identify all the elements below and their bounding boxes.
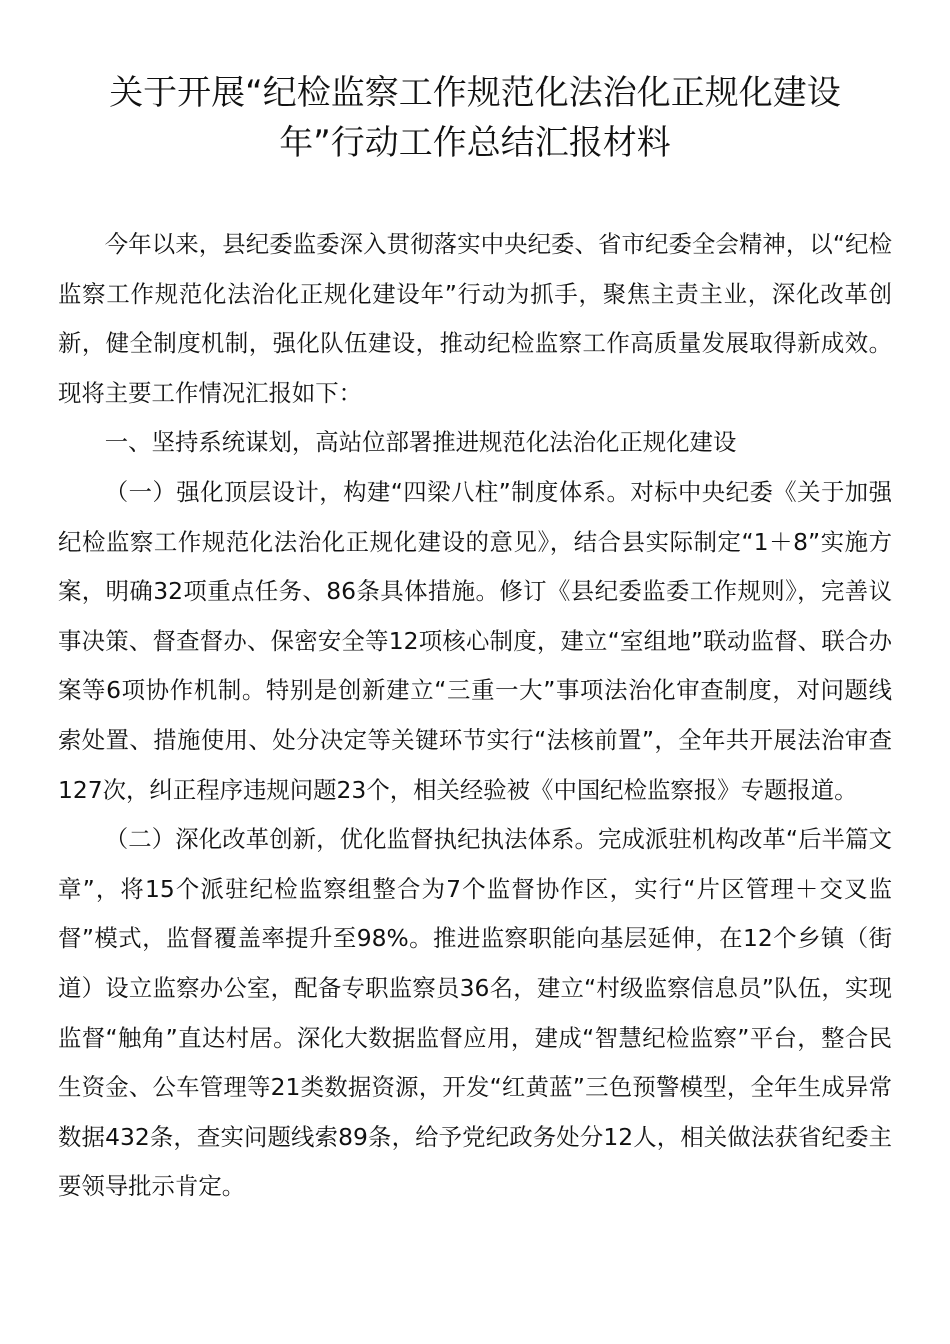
title-line-1: 关于开展“纪检监察工作规范化法治化正规化建设 [109, 73, 841, 113]
document-body [58, 220, 892, 1212]
paragraph-1: （一）强化顶层设计，构建“四梁八柱”制度体系。对标中央纪委《关于加强纪检监察工作规范化法治化正规化建设的意见》，结合县实际制定“1＋8”实施方案，明确32项重点任务、86条具体措施。修订《县纪委监委工作规则》，完善议事决策、督查督办、保密安全等12项核心制度，建立“室组地”联动监督、联合办案等6项协作机制。特别是创新建立“三重一大”事项法治化审查制度，对问题线索处置、措施使用、处分决定等关键环节实行“法核前置”，全年共开展法治审查127次，纠正程序违规问题23个，相关经验被《中国纪检监察报》专题报道。 [58, 477, 892, 804]
intro-paragraph: 今年以来，县纪委监委深入贯彻落实中央纪委、省市纪委全会精神，以“纪检监察工作规范化法治化正规化建设年”行动为抓手，聚焦主责主业，深化改革创新，健全制度机制，强化队伍建设，推动纪检监察工作高质量发展取得新成效。现将主要工作情况汇报如下： [58, 230, 892, 407]
title-line-2: 年”行动工作总结汇报材料 [279, 123, 671, 163]
section-1-heading: 一、坚持系统谋划，高站位部署推进规范化法治化正规化建设 [104, 428, 737, 457]
paragraph-2: （二）深化改革创新，优化监督执纪执法体系。完成派驻机构改革“后半篇文章”，将15个派驻纪检监察组整合为7个监督协作区，实行“片区管理＋交叉监督”模式，监督覆盖率提升至98%。推进监察职能向基层延伸，在12个乡镇（街道）设立监察办公室，配备专职监察员36名，建立“村级监察信息员”队伍，实现监督“触角”直达村居。深化大数据监督应用，建成“智慧纪检监察”平台，整合民生资金、公车管理等21类数据资源，开发“红黄蓝”三色预警模型，全年生成异常数据432条，查实问题线索89条，给予党纪政务处分12人，相关做法获省纪委主要领导批示肯定。 [58, 825, 892, 1201]
document-title [58, 68, 892, 168]
